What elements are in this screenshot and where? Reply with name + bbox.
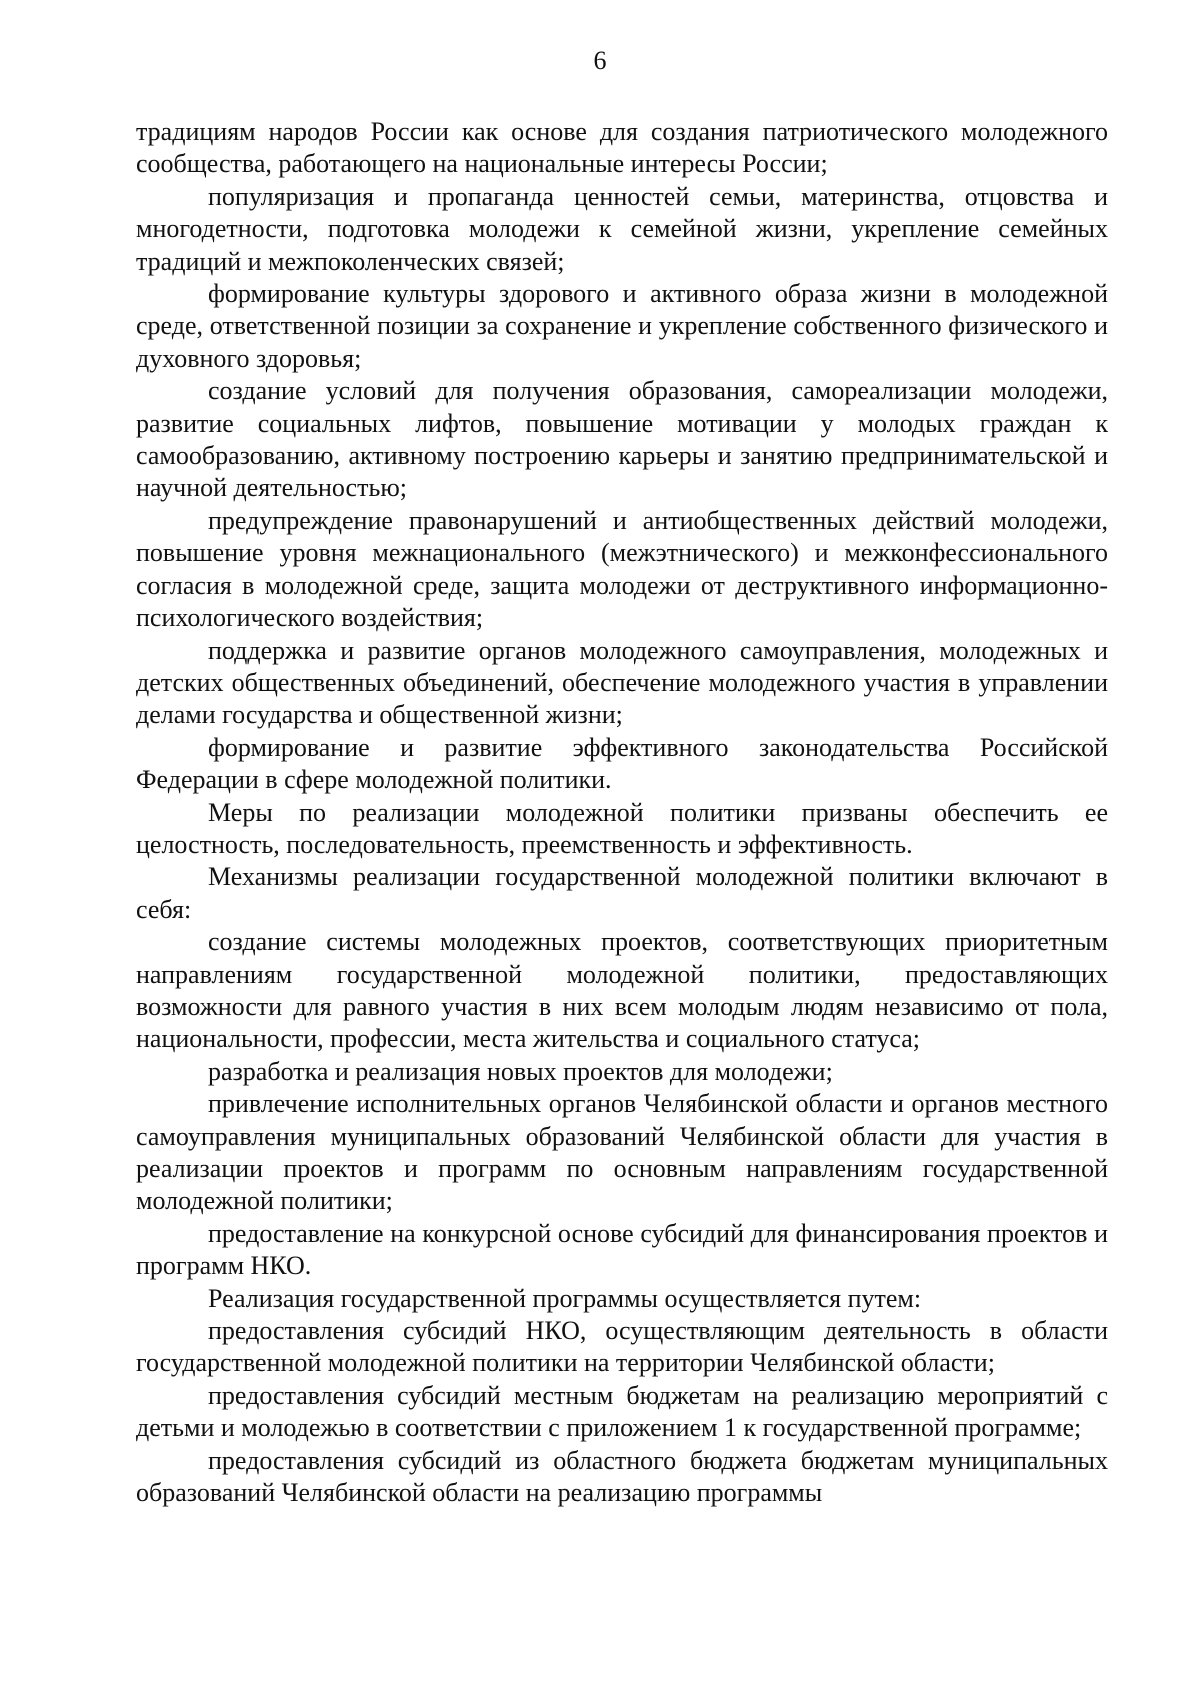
paragraph: популяризация и пропаганда ценностей семьи, материнства, отцовства и многодетности, подготовка молодежи к семейной жизни, укрепление семейных традиций и межпоколенческих связей; bbox=[136, 181, 1108, 276]
paragraph: Механизмы реализации государственной молодежной политики включают в себя: bbox=[136, 862, 1108, 924]
paragraph: предупреждение правонарушений и антиобщественных действий молодежи, повышение уровня межнационального (межэтнического) и межконфессионального согласия в молодежной среде, защита молодежи от деструктивного информационно-психологического воздействия; bbox=[136, 505, 1108, 633]
paragraph: Реализация государственной программы осуществляется путем: bbox=[208, 1283, 922, 1313]
paragraph: формирование культуры здорового и активного образа жизни в молодежной среде, ответственной позиции за сохранение и укрепление собственного физического и духовного здоровья; bbox=[136, 279, 1108, 373]
paragraph: предоставления субсидий НКО, осуществляющим деятельность в области государственной молодежной политики на территории Челябинской области; bbox=[136, 1316, 1108, 1378]
paragraph: поддержка и развитие органов молодежного самоуправления, молодежных и детских общественных объединений, обеспечение молодежного участия в управлении делами государства и общественной жизни; bbox=[136, 635, 1108, 730]
page-number: 6 bbox=[593, 46, 607, 75]
paragraph: создание условий для получения образования, самореализации молодежи, развитие социальных лифтов, повышение мотивации у молодых граждан к самообразованию, активному построению карьеры и занятию предпринимательской и научной деятельностью; bbox=[136, 376, 1108, 503]
paragraph: традициям народов России как основе для создания патриотического молодежного сообщества, работающего на национальные интересы России; bbox=[136, 117, 1108, 179]
paragraph: привлечение исполнительных органов Челябинской области и органов местного самоуправления муниципальных образований Челябинской области для участия в реализации проектов и программ по основным направлениям государственной молодежной политики; bbox=[136, 1089, 1108, 1216]
paragraph: Меры по реализации молодежной политики призваны обеспечить ее целостность, последовательность, преемственность и эффективность. bbox=[136, 797, 1108, 859]
paragraph: формирование и развитие эффективного законодательства Российской Федерации в сфере молодежной политики. bbox=[136, 732, 1108, 795]
paragraph: предоставление на конкурсной основе субсидий для финансирования проектов и программ НКО. bbox=[136, 1218, 1108, 1281]
paragraph: предоставления субсидий из областного бюджета бюджетам муниципальных образований Челябинской области на реализацию программы bbox=[136, 1445, 1108, 1508]
paragraph: создание системы молодежных проектов, соответствующих приоритетным направлениям государственной молодежной политики, предоставляющих возможности для равного участия в них всем молодым людям независимо от пола, национальности, профессии, места жительства и социального статуса; bbox=[136, 927, 1108, 1054]
paragraph: предоставления субсидий местным бюджетам на реализацию мероприятий с детьми и молодежью в соответствии с приложением 1 к государственной программе; bbox=[136, 1380, 1108, 1443]
document-body bbox=[136, 116, 1108, 1509]
paragraph: разработка и реализация новых проектов для молодежи; bbox=[208, 1056, 833, 1086]
